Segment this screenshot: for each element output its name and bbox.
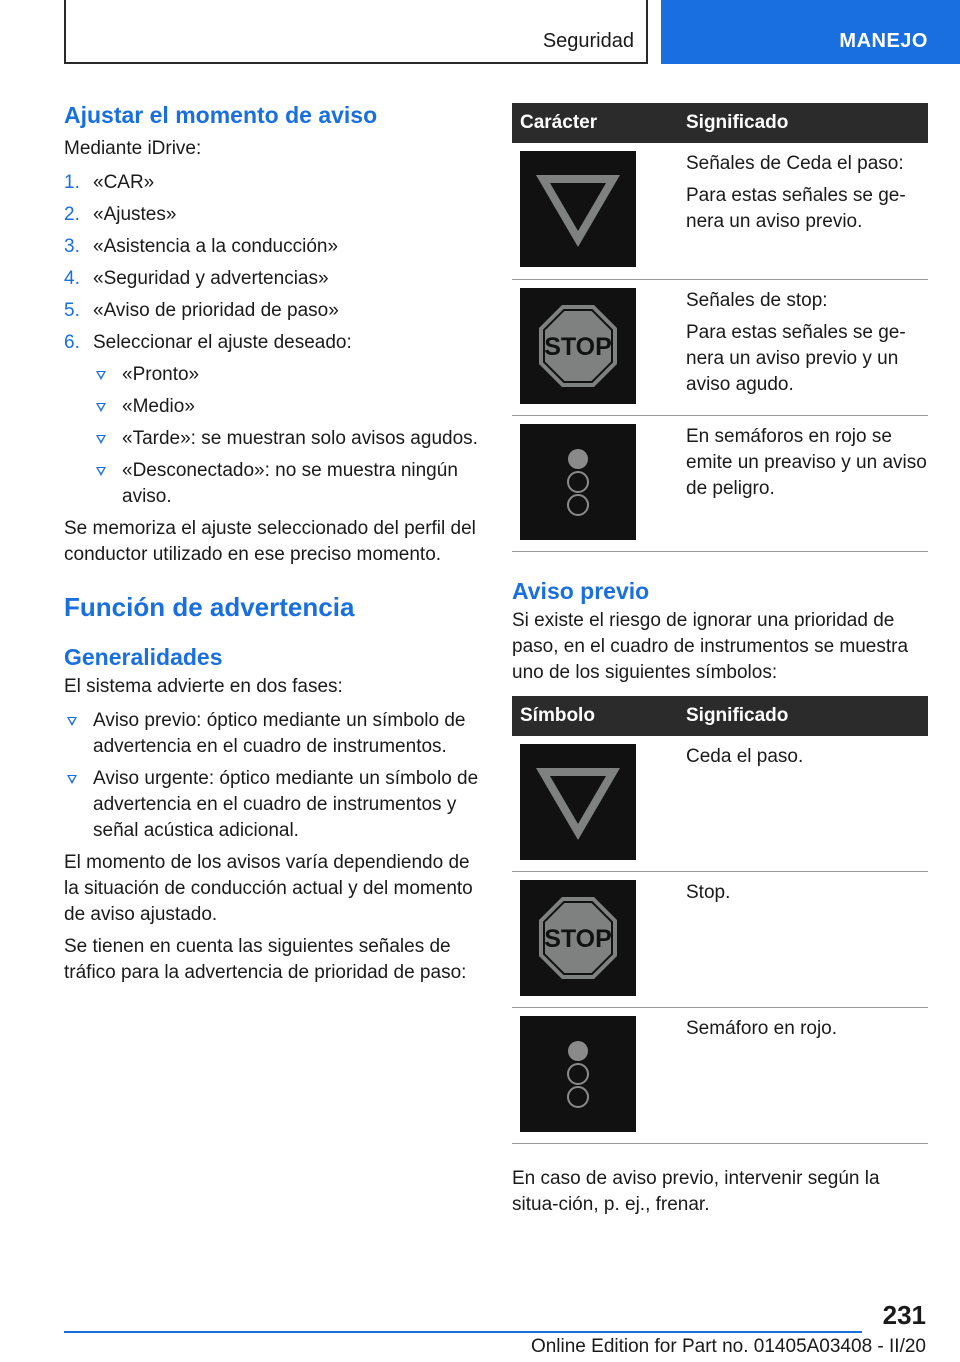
step-list [64,170,480,510]
section-title: Seguridad [542,30,634,52]
chapter-tab: MANEJO [661,0,960,64]
option-item [93,394,480,420]
stop-sign-icon [520,288,636,404]
sign-meaning-table [512,103,928,552]
triangle-bullet-icon [96,403,106,412]
timing-note: El momento de los avisos varía dependiendo de la situación de conducción actual y del momento de aviso ajustado. [64,852,473,925]
heading-prewarning: Aviso previo [512,577,650,604]
right-column [512,103,928,1218]
symbol-cell [512,736,678,872]
step-item [64,330,480,510]
meaning-title: Señales de Ceda el paso: [686,153,904,174]
step-item [64,266,480,292]
step-text: «CAR» [93,172,155,193]
stop-sign-text: STOP [544,925,612,953]
step-text: «Seguridad y advertencias» [93,268,329,289]
heading-warning-function: Función de advertencia [64,592,355,622]
option-text: «Desconectado»: no se muestra ningún aviso. [122,460,458,507]
step-text: «Ajustes» [93,204,177,225]
table-header-row [512,696,928,736]
prewarning-text: Si existe el riesgo de ignorar una prioridad de paso, en el cuadro de instrumentos se muestra uno de los siguientes símbolos: [512,609,909,683]
yield-sign-icon [520,744,636,860]
option-text: «Pronto» [122,364,200,385]
option-item [93,362,480,388]
meaning-text: Ceda el paso. [686,745,804,767]
meaning-title: Señales de stop: [686,289,828,311]
traffic-light-icon [520,1016,636,1132]
footer-divider [64,1331,862,1333]
meaning-cell [678,1008,928,1144]
triangle-bullet-icon [96,371,106,380]
step-number: 5. [64,300,80,321]
table-row [512,279,928,415]
footer-edition: Online Edition for Part no. 01405A03408 - II/20 [530,1336,926,1357]
phases-list [64,708,480,844]
meaning-title: En semáforos en rojo se emite un preaviso y un aviso de peligro. [686,425,927,499]
column-header-character: Carácter [512,103,678,143]
meaning-text: Para estas señales se ge-nera un aviso previo. [686,185,906,232]
symbol-cell [512,415,678,551]
step-text: Seleccionar el ajuste deseado: [93,332,352,353]
heading-adjust-warning-time: Ajustar el momento de aviso [64,102,378,128]
signs-note: Se tienen en cuenta las siguientes señales de tráfico para la advertencia de prioridad de paso: [64,936,467,983]
column-header-meaning: Significado [678,696,928,736]
symbol-cell [512,279,678,415]
triangle-bullet-icon [96,435,106,444]
phase-item [64,708,480,760]
step-number: 4. [64,268,80,289]
step-text: «Asistencia a la conducción» [93,236,339,257]
step-number: 3. [64,236,80,257]
symbol-cell [512,1008,678,1144]
table-row [512,1008,928,1144]
option-text: «Tarde»: se muestran solo avisos agudos. [122,428,478,449]
meaning-text: Stop. [686,882,731,903]
step-text: «Aviso de prioridad de paso» [93,300,339,321]
triangle-bullet-icon [67,775,77,784]
triangle-bullet-icon [96,467,106,476]
option-item [93,426,480,452]
triangle-bullet-icon [67,717,77,726]
table-row [512,736,928,872]
column-header-symbol: Símbolo [512,696,678,736]
phase-item [64,766,480,844]
header-section-box [64,0,648,64]
table-row [512,872,928,1008]
column-header-meaning: Significado [678,103,928,143]
meaning-cell [678,279,928,415]
stop-sign-icon [520,880,636,996]
step-number: 2. [64,204,80,225]
meaning-text: Para estas señales se ge-nera un aviso previo y un aviso agudo. [686,321,906,395]
table-row [512,415,928,551]
step-number: 6. [64,332,80,353]
phase-text: Aviso urgente: óptico mediante un símbolo de advertencia en el cuadro de instrumentos y señal acústica adicional. [93,768,479,841]
heading-general: Generalidades [64,644,223,670]
symbol-cell [512,143,678,279]
phase-text: Aviso previo: óptico mediante un símbolo de advertencia en el cuadro de instrumentos. [93,710,466,757]
traffic-light-icon [520,424,636,540]
page-number: 231 [882,1300,926,1330]
step-item [64,170,480,196]
setting-options-list [93,362,480,510]
option-text: «Medio» [122,396,195,417]
symbol-meaning-table [512,696,928,1145]
step-item [64,202,480,228]
meaning-cell [678,143,928,279]
step-item [64,298,480,324]
memory-note: Se memoriza el ajuste seleccionado del perfil del conductor utilizado en ese preciso momento. [64,518,476,565]
phases-intro: El sistema advierte en dos fases: [64,676,343,697]
step-number: 1. [64,172,80,193]
symbol-cell [512,872,678,1008]
stop-sign-text: STOP [544,332,612,361]
closing-text: En caso de aviso previo, intervenir según la situa-ción, p. ej., frenar. [512,1168,880,1215]
meaning-cell [678,415,928,551]
table-header-row [512,103,928,143]
step-item [64,234,480,260]
meaning-cell [678,736,928,872]
idrive-intro: Mediante iDrive: [64,138,202,159]
meaning-text: Semáforo en rojo. [686,1018,838,1039]
yield-sign-icon [520,151,636,267]
meaning-cell [678,872,928,1008]
left-column [64,100,480,986]
option-item [93,458,480,510]
table-row [512,143,928,279]
